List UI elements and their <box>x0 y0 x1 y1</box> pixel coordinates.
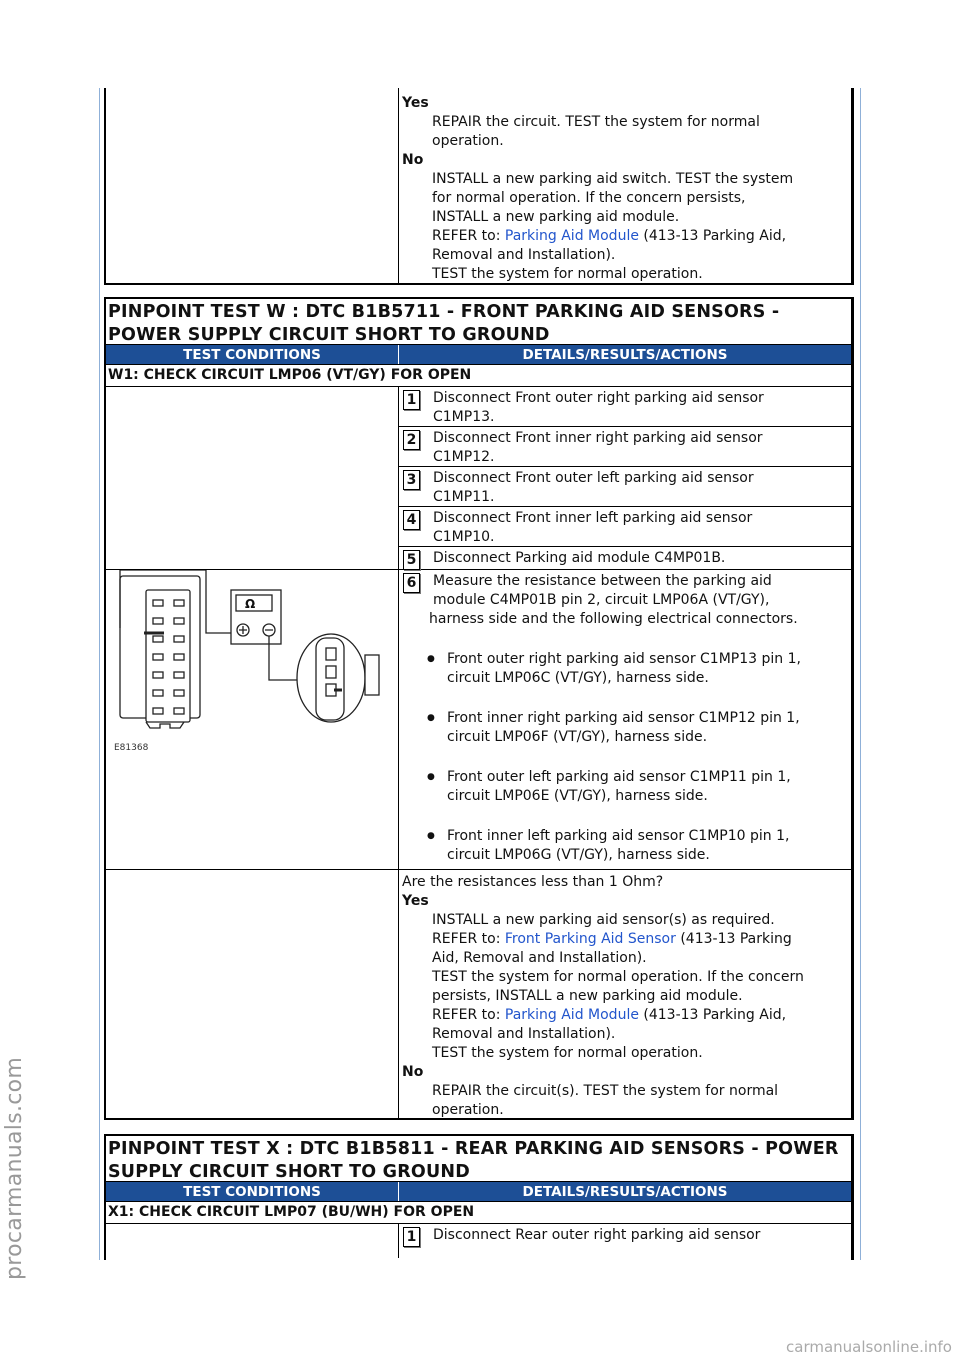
bullet-text: circuit LMP06C (VT/GY), harness side. <box>447 670 709 686</box>
w1-result-row <box>106 870 851 1118</box>
w1-step-heading: W1: CHECK CIRCUIT LMP06 (VT/GY) FOR OPEN <box>108 367 472 383</box>
yes-text: persists, INSTALL a new parking aid module. <box>432 988 743 1004</box>
w1-heading-row <box>106 365 851 387</box>
step6-cell <box>399 570 851 869</box>
step-item <box>399 467 851 507</box>
refer-suffix: (413-13 Parking Aid, <box>638 228 787 244</box>
top-continuation-table <box>104 88 854 285</box>
step-number: 6 <box>403 573 420 593</box>
test-w-title-row <box>106 299 851 345</box>
refer-prefix: REFER to: <box>432 931 505 947</box>
bullet-text: ● Front inner left parking aid sensor C1MP10 pin 1, <box>447 828 790 844</box>
watermark-left: procarmanuals.com <box>2 1056 27 1280</box>
x1-steps-row <box>106 1224 851 1258</box>
bullet-text: ● Front outer right parking aid sensor C1MP13 pin 1, <box>447 651 801 667</box>
step-number: 3 <box>403 470 420 490</box>
step-item <box>399 547 851 569</box>
step6-text: module C4MP01B pin 2, circuit LMP06A (VT/GY), <box>433 592 770 608</box>
step6-text: Measure the resistance between the parking aid <box>433 573 772 589</box>
yes-label: Yes <box>402 95 429 111</box>
w1-result-cell <box>399 870 851 1118</box>
step-text: C1MP13. <box>433 409 495 425</box>
no-text: operation. <box>432 1102 504 1118</box>
step-item <box>399 427 851 467</box>
top-results-cell <box>399 88 851 283</box>
test-x-title-line1: PINPOINT TEST X : DTC B1B5811 - REAR PARKING AID SENSORS - POWER <box>108 1139 839 1159</box>
left-margin-line <box>99 88 100 1260</box>
front-parking-aid-sensor-link[interactable]: Front Parking Aid Sensor <box>504 931 676 947</box>
no-text-line: for normal operation. If the concern persists, <box>432 190 746 206</box>
parking-aid-module-link[interactable]: Parking Aid Module <box>504 228 639 244</box>
right-margin-line <box>860 88 861 1260</box>
step-item <box>399 570 851 865</box>
connector-bullet <box>399 650 847 688</box>
empty-condition-cell <box>106 88 399 283</box>
no-text-final: TEST the system for normal operation. <box>432 266 703 282</box>
bullet-text: circuit LMP06E (VT/GY), harness side. <box>447 788 708 804</box>
step-text: Disconnect Rear outer right parking aid sensor <box>433 1227 761 1243</box>
yes-text-2: operation. <box>432 133 504 149</box>
bullet-text: circuit LMP06F (VT/GY), harness side. <box>447 729 708 745</box>
bullet-text: ● Front outer left parking aid sensor C1MP11 pin 1, <box>447 769 791 785</box>
refer-line <box>402 227 851 246</box>
empty-condition-cell <box>106 870 399 1118</box>
yes-text: INSTALL a new parking aid sensor(s) as required. <box>432 912 775 928</box>
w1-steps-row <box>106 387 851 570</box>
step-text: C1MP10. <box>433 529 495 545</box>
test-w-title <box>106 299 851 347</box>
no-label: No <box>402 152 424 168</box>
figure-label: E81368 <box>114 743 149 753</box>
no-text-line: INSTALL a new parking aid module. <box>432 209 680 225</box>
pinpoint-test-x-table <box>104 1134 854 1260</box>
col-details-results-actions: DETAILS/RESULTS/ACTIONS <box>522 1184 728 1200</box>
refer-suffix: (413-13 Parking Aid, <box>638 1007 787 1023</box>
no-label: No <box>402 1064 424 1080</box>
col-test-conditions: TEST CONDITIONS <box>106 1182 399 1201</box>
test-w-title-line2: POWER SUPPLY CIRCUIT SHORT TO GROUND <box>108 325 550 345</box>
test-w-title-line1: PINPOINT TEST W : DTC B1B5711 - FRONT PARKING AID SENSORS - <box>108 302 780 322</box>
x1-steps-cell <box>399 1224 851 1258</box>
step-number: 1 <box>403 390 420 410</box>
refer-prefix: REFER to: <box>432 1007 505 1023</box>
test-w-header-row <box>106 345 851 365</box>
connector-bullet <box>399 827 847 865</box>
refer-line-2: Removal and Installation). <box>432 247 616 263</box>
connector-diagram <box>106 570 397 868</box>
refer-line <box>402 930 851 949</box>
yes-text: TEST the system for normal operation. If the concern <box>432 969 804 985</box>
empty-condition-cell <box>106 1224 399 1258</box>
empty-condition-cell <box>106 387 399 569</box>
test-x-title <box>106 1136 851 1184</box>
test-x-title-line2: SUPPLY CIRCUIT SHORT TO GROUND <box>108 1162 470 1182</box>
step-text: Disconnect Front inner left parking aid sensor <box>433 510 753 526</box>
yes-label: Yes <box>402 893 429 909</box>
step-text: C1MP12. <box>433 449 495 465</box>
refer-line-2: Removal and Installation). <box>432 1026 616 1042</box>
no-text: REPAIR the circuit(s). TEST the system for normal <box>432 1083 779 1099</box>
refer-line-2: Aid, Removal and Installation). <box>432 950 647 966</box>
step-item <box>399 507 851 547</box>
col-test-conditions: TEST CONDITIONS <box>106 345 399 364</box>
refer-suffix: (413-13 Parking <box>675 931 792 947</box>
connector-bullet <box>399 709 847 747</box>
test-x-title-row <box>106 1136 851 1182</box>
step-item <box>399 387 851 427</box>
step-item <box>399 1224 851 1262</box>
step-number: 4 <box>403 510 420 530</box>
figure-cell <box>106 570 399 869</box>
step6-text: harness side and the following electrical connectors. <box>429 611 798 627</box>
connector-bullet <box>399 768 847 806</box>
result-question: Are the resistances less than 1 Ohm? <box>402 874 664 890</box>
step-text: Disconnect Front outer right parking aid sensor <box>433 390 764 406</box>
yes-text: TEST the system for normal operation. <box>432 1045 703 1061</box>
no-text-line: INSTALL a new parking aid switch. TEST the system <box>432 171 794 187</box>
refer-prefix: REFER to: <box>432 228 505 244</box>
w1-step6-row <box>106 570 851 870</box>
pinpoint-test-w-table <box>104 297 854 1120</box>
ohm-symbol: Ω <box>245 597 256 611</box>
step-number: 2 <box>403 430 420 450</box>
refer-line <box>402 1006 851 1025</box>
bullet-text: ● Front inner right parking aid sensor C1MP12 pin 1, <box>447 710 800 726</box>
x1-step-heading: X1: CHECK CIRCUIT LMP07 (BU/WH) FOR OPEN <box>108 1204 475 1220</box>
step-text: C1MP11. <box>433 489 495 505</box>
step-text: Disconnect Front inner right parking aid sensor <box>433 430 763 446</box>
w1-steps-cell <box>399 387 851 569</box>
x1-heading-row <box>106 1202 851 1224</box>
step-number: 1 <box>403 1227 420 1247</box>
step-text: Disconnect Parking aid module C4MP01B. <box>433 550 726 566</box>
bullet-text: circuit LMP06G (VT/GY), harness side. <box>447 847 710 863</box>
col-details-results-actions: DETAILS/RESULTS/ACTIONS <box>522 347 728 363</box>
parking-aid-module-link[interactable]: Parking Aid Module <box>504 1007 639 1023</box>
step-text: Disconnect Front outer left parking aid sensor <box>433 470 754 486</box>
test-x-header-row <box>106 1182 851 1202</box>
watermark-bottom: carmanualsonline.info <box>786 1338 952 1356</box>
step-number: 5 <box>403 550 420 570</box>
yes-text-1: REPAIR the circuit. TEST the system for normal <box>432 114 760 130</box>
